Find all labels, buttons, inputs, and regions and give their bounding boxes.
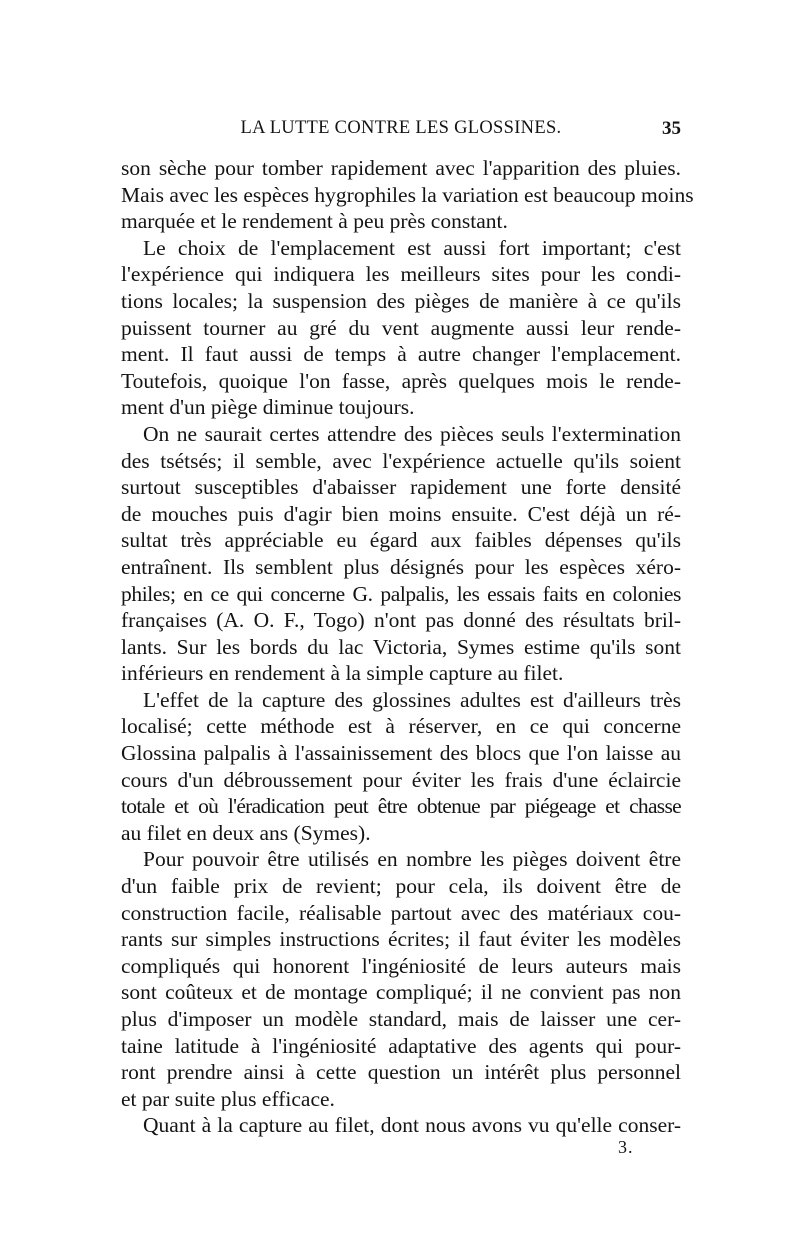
text-line: taine latitude à l'ingéniosité adaptative des agents qui pour-	[121, 1033, 681, 1058]
text-line: Glossina palpalis à l'assainissement des blocs que l'on laisse au	[121, 741, 681, 766]
text-line: au filet en deux ans (Symes).	[121, 820, 371, 845]
text-line: françaises (A. O. F., Togo) n'ont pas donné des résultats bril-	[121, 608, 681, 633]
text-line: de mouches puis d'agir bien moins ensuite. C'est déjà un ré-	[121, 501, 681, 526]
body-text	[121, 155, 694, 1139]
text-line: d'un faible prix de revient; pour cela, ils doivent être de	[121, 874, 681, 899]
text-line: l'expérience qui indiquera les meilleurs sites pour les condi-	[121, 262, 681, 287]
running-title: LA LUTTE CONTRE LES GLOSSINES.	[240, 118, 562, 138]
text-line: des tsétsés; il semble, avec l'expérience actuelle qu'ils soient	[121, 448, 681, 473]
text-line: tions locales; la suspension des pièges de manière à ce qu'ils	[121, 288, 681, 313]
text-line: et par suite plus efficace.	[121, 1086, 335, 1111]
text-line: Toutefois, quoique l'on fasse, après quelques mois le rende-	[121, 368, 681, 393]
running-head	[121, 118, 681, 144]
text-line: localisé; cette méthode est à réserver, en ce qui concerne	[121, 714, 681, 739]
text-line: plus d'imposer un modèle standard, mais de laisser une cer-	[121, 1007, 681, 1031]
text-line: Le choix de l'emplacement est aussi fort important; c'est	[143, 235, 681, 260]
text-line: son sèche pour tomber rapidement avec l'apparition des pluies.	[121, 156, 681, 180]
text-line: rants sur simples instructions écrites; il faut éviter les modèles	[121, 927, 681, 952]
text-line: On ne saurait certes attendre des pièces seuls l'extermination	[143, 421, 681, 446]
text-line: inférieurs en rendement à la simple capture au filet.	[121, 661, 564, 686]
text-line: ront prendre ainsi à cette question un intérêt plus personnel	[121, 1060, 681, 1085]
text-line: puissent tourner au gré du vent augmente aussi leur rende-	[121, 315, 681, 340]
text-line: marquée et le rendement à peu près constant.	[121, 209, 508, 234]
text-line: totale et où l'éradication peut être obtenue par piégeage et chasse	[121, 794, 681, 819]
text-line: cours d'un débroussement pour éviter les frais d'une éclaircie	[121, 767, 681, 792]
signature-mark: 3.	[618, 1137, 634, 1157]
text-line: ment. Il faut aussi de temps à autre changer l'emplacement.	[121, 342, 681, 367]
text-line: entraînent. Ils semblent plus désignés pour les espèces xéro-	[121, 554, 681, 579]
text-line: lants. Sur les bords du lac Victoria, Symes estime qu'ils sont	[121, 634, 681, 659]
text-line: ment d'un piège diminue toujours.	[121, 395, 415, 420]
text-line: L'effet de la capture des glossines adultes est d'ailleurs très	[143, 687, 681, 712]
text-line: sultat très appréciable eu égard aux faibles dépenses qu'ils	[121, 528, 681, 553]
text-line: Pour pouvoir être utilisés en nombre les pièges doivent être	[143, 847, 681, 872]
text-line: sont coûteux et de montage compliqué; il ne convient pas non	[121, 980, 681, 1005]
text-line: Mais avec les espèces hygrophiles la variation est beaucoup moins	[121, 182, 694, 207]
text-line: Quant à la capture au filet, dont nous avons vu qu'elle conser-	[143, 1113, 681, 1138]
page-number: 35	[662, 118, 681, 139]
text-line: surtout susceptibles d'abaisser rapidement une forte densité	[121, 475, 681, 500]
text-line: construction facile, réalisable partout avec des matériaux cou-	[121, 900, 681, 925]
text-line: compliqués qui honorent l'ingéniosité de leurs auteurs mais	[121, 953, 681, 978]
text-line: philes; en ce qui concerne G. palpalis, les essais faits en colonies	[121, 581, 681, 606]
